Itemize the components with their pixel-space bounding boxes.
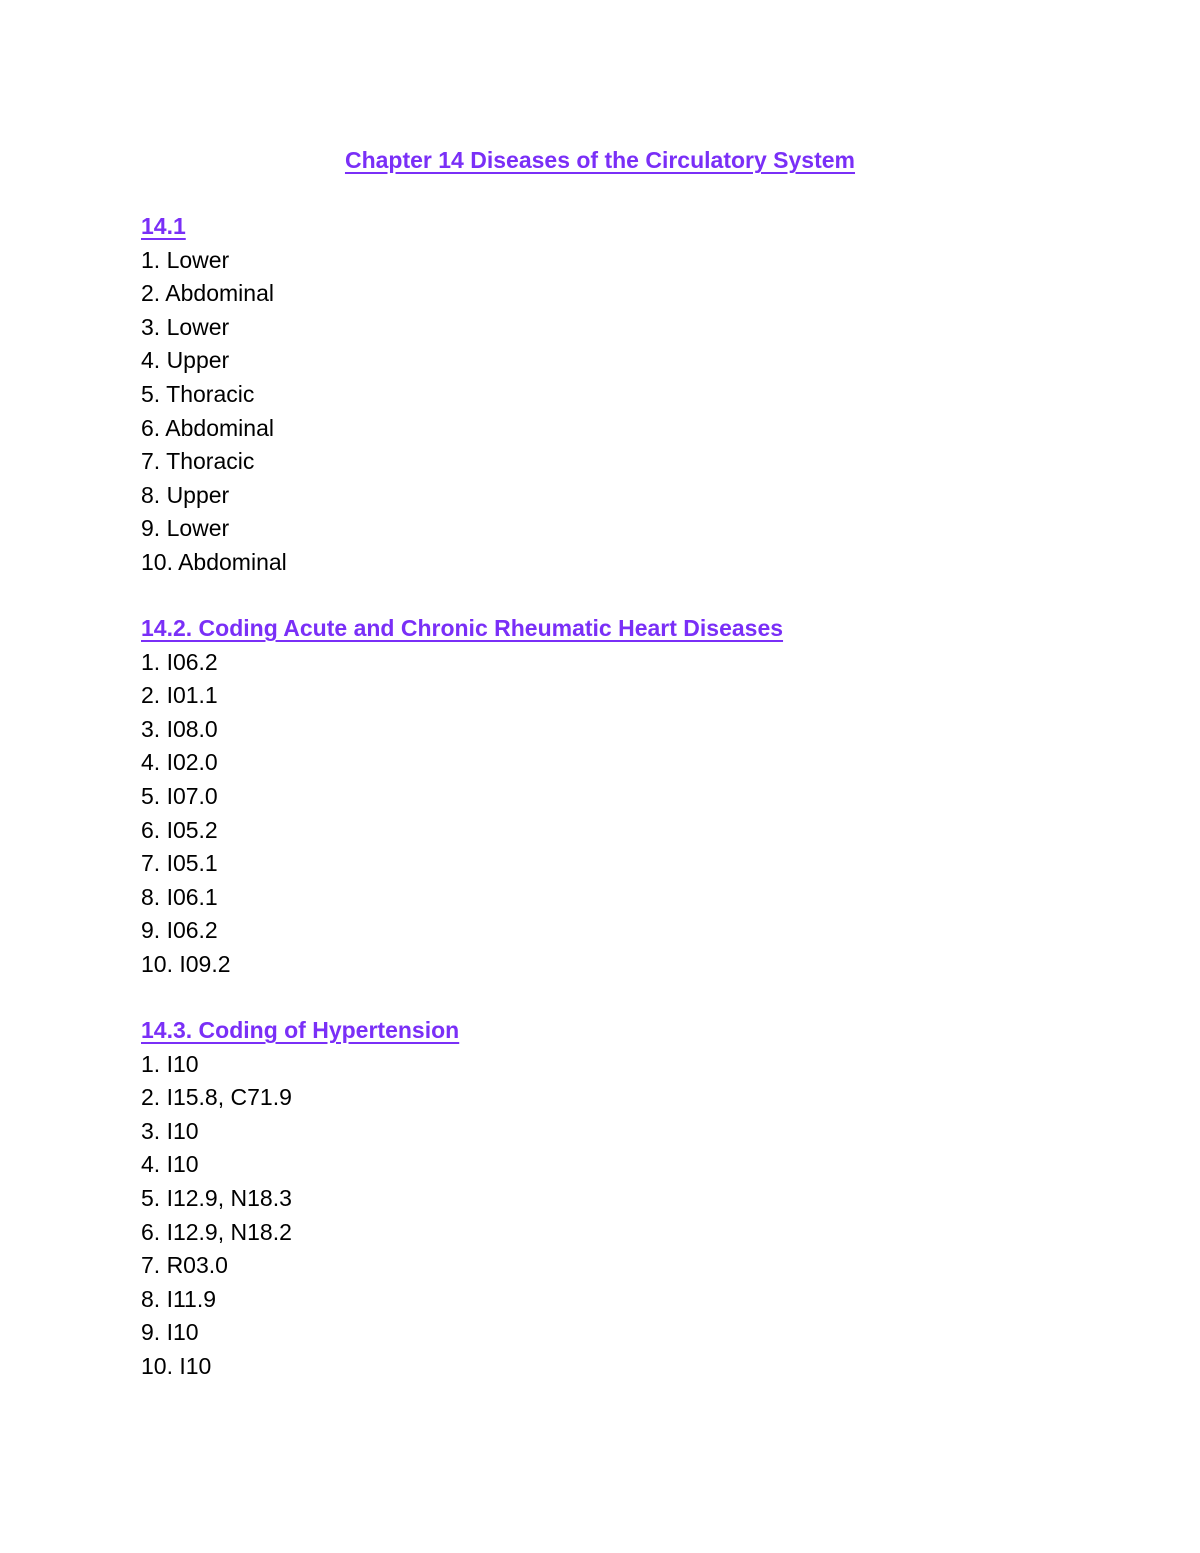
answer-item: 4. I10: [141, 1151, 199, 1178]
answer-item: 3. I10: [141, 1117, 199, 1144]
answer-item: 5. I12.9, N18.3: [141, 1184, 292, 1211]
answer-item: 7. R03.0: [141, 1252, 228, 1279]
answer-item: 6. Abdominal: [141, 414, 274, 441]
answer-item: 4. Upper: [141, 347, 230, 374]
answer-list: [141, 244, 1041, 580]
answer-item: 6. I05.2: [141, 816, 218, 843]
answer-item: 3. I08.0: [141, 715, 218, 742]
answer-list: [141, 1048, 1041, 1384]
answer-item: 2. Abdominal: [141, 280, 274, 307]
answer-item: 10. I09.2: [141, 950, 231, 977]
answer-item: 10. Abdominal: [141, 548, 287, 575]
answer-item: 5. I07.0: [141, 782, 218, 809]
answer-item: 8. Upper: [141, 481, 230, 508]
answer-item: 8. I11.9: [141, 1285, 217, 1312]
answer-item: 9. Lower: [141, 515, 230, 542]
section-14-3: [141, 1014, 1041, 1384]
answer-item: 1. I10: [141, 1050, 199, 1077]
answer-item: 3. Lower: [141, 313, 230, 340]
answer-list: [141, 646, 1041, 982]
answer-item: 4. I02.0: [141, 749, 218, 776]
document-title: Chapter 14 Diseases of the Circulatory System: [344, 147, 856, 173]
section-heading: 14.2. Coding Acute and Chronic Rheumatic Heart Diseases: [141, 615, 784, 641]
section-heading: 14.1: [141, 213, 186, 239]
answer-item: 10. I10: [141, 1352, 212, 1379]
answer-item: 2. I15.8, C71.9: [141, 1084, 292, 1111]
answer-item: 8. I06.1: [141, 883, 218, 910]
answer-item: 2. I01.1: [141, 682, 218, 709]
answer-item: 1. Lower: [141, 246, 230, 273]
answer-item: 1. I06.2: [141, 648, 218, 675]
section-14-2: [141, 612, 1041, 982]
answer-item: 9. I10: [141, 1319, 199, 1346]
answer-item: 6. I12.9, N18.2: [141, 1218, 292, 1245]
answer-item: 9. I06.2: [141, 917, 218, 944]
answer-item: 5. Thoracic: [141, 380, 255, 407]
section-14-1: [141, 210, 1041, 580]
section-heading: 14.3. Coding of Hypertension: [141, 1017, 460, 1043]
answer-item: 7. Thoracic: [141, 448, 255, 475]
answer-item: 7. I05.1: [141, 850, 218, 877]
